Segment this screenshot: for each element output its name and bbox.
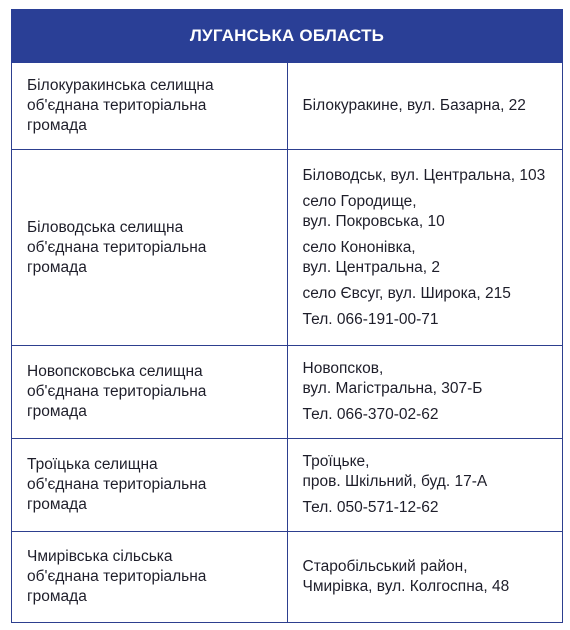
table-row	[12, 63, 563, 150]
address-entry	[303, 452, 555, 492]
table-row	[12, 532, 563, 623]
community-name-line: об'єднана територіальна	[27, 568, 207, 585]
community-name-line: об'єднана територіальна	[27, 97, 207, 114]
community-name-cell	[12, 346, 288, 439]
address-line: Троїцьке,	[302, 453, 370, 470]
address-line: Тел. 066-191-00-71	[302, 310, 439, 328]
address-line: пров. Шкільний, буд. 17-А	[302, 473, 488, 490]
address-line: село Євсуг, вул. Широка, 215	[302, 284, 511, 302]
community-name-line: Білокуракинська селищна	[27, 77, 214, 94]
address-entry	[303, 498, 555, 518]
address-line: Тел. 050-571-12-62	[302, 499, 439, 516]
address-line: Старобільський район,	[302, 558, 468, 575]
address-entry	[303, 359, 555, 399]
table-row	[12, 439, 563, 532]
address-line: село Кононівка,	[302, 238, 416, 256]
address-line: Чмирівка, вул. Колгоспна, 48	[302, 578, 510, 595]
address-line: село Городище,	[302, 192, 417, 210]
community-name-line: Біловодська селищна	[27, 218, 184, 236]
address-line: Тел. 066-370-02-62	[302, 406, 439, 423]
address-cell	[287, 346, 563, 439]
address-entry	[303, 405, 555, 425]
address-cell	[287, 150, 563, 346]
address-entry	[303, 166, 555, 186]
community-name-line: об'єднана територіальна	[27, 238, 207, 256]
community-name-cell	[12, 63, 288, 150]
address-entry	[303, 96, 555, 116]
address-line: вул. Магістральна, 307-Б	[302, 380, 483, 397]
community-name-line: громада	[27, 588, 87, 605]
community-name-line: громада	[27, 403, 87, 420]
address-line: вул. Покровська, 10	[302, 212, 445, 230]
address-entry	[303, 557, 555, 597]
table-body	[12, 63, 563, 623]
address-line: Новопсков,	[302, 360, 384, 377]
community-name-line: громада	[27, 258, 87, 276]
table-row	[12, 346, 563, 439]
community-name-line: об'єднана територіальна	[27, 383, 207, 400]
communities-table	[11, 9, 563, 623]
community-name-line: об'єднана територіальна	[27, 476, 207, 493]
address-cell	[287, 532, 563, 623]
table-row	[12, 150, 563, 346]
address-cell	[287, 439, 563, 532]
region-title: ЛУГАНСЬКА ОБЛАСТЬ	[12, 10, 563, 63]
community-name-line: громада	[27, 117, 87, 134]
address-entry	[303, 238, 555, 278]
address-entry	[303, 284, 555, 304]
community-name-line: Чмирівська сільська	[27, 548, 173, 565]
address-cell	[287, 63, 563, 150]
community-name-cell	[12, 150, 288, 346]
community-name-cell	[12, 439, 288, 532]
address-entry	[303, 310, 555, 330]
community-name-line: громада	[27, 496, 87, 513]
community-name-line: Новопсковська селищна	[27, 363, 203, 380]
address-entry	[303, 192, 555, 232]
address-line: Білокуракине, вул. Базарна, 22	[302, 97, 526, 114]
info-table-container	[11, 9, 563, 623]
community-name-cell	[12, 532, 288, 623]
address-line: Біловодськ, вул. Центральна, 103	[302, 166, 546, 184]
community-name-line: Троїцька селищна	[27, 456, 158, 473]
address-line: вул. Центральна, 2	[302, 258, 440, 276]
